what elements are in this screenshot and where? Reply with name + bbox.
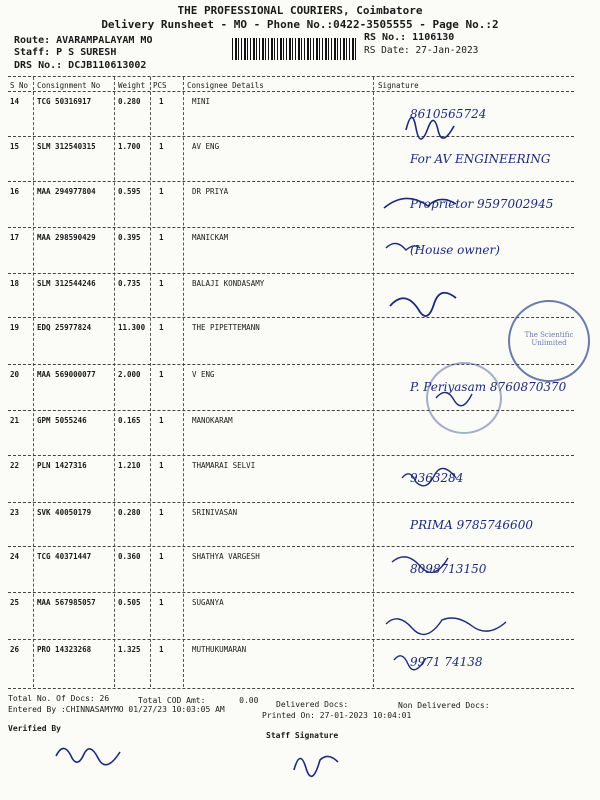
- signature-scribble: [392, 557, 448, 573]
- total-cod: Total COD Amt: 0.00: [138, 696, 259, 705]
- row-sno: 25: [10, 598, 20, 607]
- row-sno: 22: [10, 461, 20, 470]
- verified-by-label: Verified By: [8, 724, 61, 733]
- row-consignment-no: SLM 312540315: [37, 142, 96, 151]
- row-consignee: SRINIVASAN: [192, 508, 238, 517]
- row-pcs: 1: [159, 142, 164, 151]
- signature-scribble: [390, 293, 456, 316]
- row-consignment-no: PLN 1427316: [37, 461, 87, 470]
- row-consignment-no: TCG 40371447: [37, 552, 92, 561]
- row-consignee: THAMARAI SELVI: [192, 461, 256, 470]
- row-pcs: 1: [159, 552, 164, 561]
- row-pcs: 1: [159, 279, 164, 288]
- signature-scribble: [384, 198, 456, 208]
- verifier-signature: [50, 734, 140, 774]
- signature-scribble: [436, 392, 472, 405]
- row-sno: 20: [10, 370, 20, 379]
- drs-number: DRS No.: DCJB110613002: [14, 60, 147, 71]
- row-pcs: 1: [159, 461, 164, 470]
- row-pcs: 1: [159, 97, 164, 106]
- row-signature: Proprietor 9597002945: [410, 197, 554, 211]
- barcode: [232, 38, 358, 60]
- row-weight: 1.325: [118, 645, 141, 654]
- row-consignment-no: SLM 312544246: [37, 279, 96, 288]
- row-pcs: 1: [159, 508, 164, 517]
- signature-scribble: [406, 117, 454, 139]
- row-weight: 0.360: [118, 552, 141, 561]
- row-signature: 8098713150: [410, 562, 487, 576]
- row-consignment-no: MAA 298590429: [37, 233, 96, 242]
- row-sno: 19: [10, 323, 20, 332]
- row-weight: 0.280: [118, 508, 141, 517]
- staff-label: Staff: P S SURESH: [14, 47, 117, 58]
- row-consignment-no: TCG 50316917: [37, 97, 92, 106]
- row-signature: PRIMA 9785746600: [410, 518, 533, 532]
- row-consignee: AV ENG: [192, 142, 220, 151]
- row-consignment-no: EDQ 25977824: [37, 323, 92, 332]
- row-signature: 8610565724: [410, 107, 487, 121]
- row-pcs: 1: [159, 645, 164, 654]
- row-sno: 16: [10, 187, 20, 196]
- row-consignment-no: MAA 567985057: [37, 598, 96, 607]
- col-divider: [114, 77, 115, 687]
- runsheet-subtitle: Delivery Runsheet - MO - Phone No.:0422-3505555 - Page No.:2: [101, 18, 499, 31]
- row-consignee: BALAJI KONDASAMY: [192, 279, 265, 288]
- staff-signature-label: Staff Signature: [266, 731, 339, 740]
- row-weight: 2.000: [118, 370, 141, 379]
- row-sno: 17: [10, 233, 20, 242]
- delivered-docs: Delivered Docs:: [276, 700, 349, 709]
- row-consignee: MANOKARAM: [192, 416, 233, 425]
- row-weight: 0.505: [118, 598, 141, 607]
- total-docs: Total No. Of Docs: 26: [8, 694, 110, 703]
- row-sno: 23: [10, 508, 20, 517]
- col-header-sno: S No: [10, 81, 29, 90]
- row-consignee: SHATHYA VARGESH: [192, 552, 260, 561]
- rs-number: RS No.: 1106130: [364, 32, 455, 43]
- row-weight: 1.700: [118, 142, 141, 151]
- non-delivered-docs: Non Delivered Docs:: [398, 701, 490, 710]
- row-weight: 0.280: [118, 97, 141, 106]
- signature-scribble: [402, 468, 456, 485]
- table-top-rule: [8, 76, 574, 77]
- row-consignment-no: PRO 14323268: [37, 645, 92, 654]
- printed-on: Printed On: 27-01-2023 10:04:01: [262, 711, 412, 720]
- rs-date: RS Date: 27-Jan-2023: [364, 45, 479, 56]
- row-pcs: 1: [159, 370, 164, 379]
- row-consignment-no: MAA 294977804: [37, 187, 96, 196]
- row-signature: (House owner): [410, 243, 500, 257]
- col-header-consignment: Consignment No: [37, 81, 101, 90]
- row-pcs: 1: [159, 416, 164, 425]
- row-sno: 15: [10, 142, 20, 151]
- row-consignment-no: GPM 5055246: [37, 416, 87, 425]
- row-pcs: 1: [159, 187, 164, 196]
- company-title: THE PROFESSIONAL COURIERS, Coimbatore: [177, 4, 423, 17]
- row-signature: 9363284: [410, 471, 464, 485]
- row-weight: 0.595: [118, 187, 141, 196]
- row-consignment-no: MAA 569000077: [37, 370, 96, 379]
- row-consignee: MANICKAM: [192, 233, 229, 242]
- staff-signature: [288, 740, 348, 780]
- row-consignee: SUGANYA: [192, 598, 224, 607]
- row-sno: 26: [10, 645, 20, 654]
- col-divider: [33, 77, 34, 687]
- row-sno: 21: [10, 416, 20, 425]
- row-consignment-no: SVK 40050179: [37, 508, 92, 517]
- row-sno: 18: [10, 279, 20, 288]
- col-header-weight: Weight: [118, 81, 146, 90]
- col-header-consignee: Consignee Details: [187, 81, 264, 90]
- row-weight: 11.300: [118, 323, 146, 332]
- row-signature: P. Periyasam 8760870370: [410, 380, 567, 394]
- row-sno: 24: [10, 552, 20, 561]
- col-header-pcs: PCS: [153, 81, 167, 90]
- route-label: Route: AVARAMPALAYAM MO: [14, 35, 153, 46]
- row-weight: 0.395: [118, 233, 141, 242]
- table-header-rule: [8, 91, 574, 92]
- row-weight: 0.165: [118, 416, 141, 425]
- col-divider: [183, 77, 184, 687]
- handwritten-signatures: [376, 98, 576, 688]
- row-pcs: 1: [159, 598, 164, 607]
- signature-scribble: [386, 618, 506, 634]
- row-weight: 0.735: [118, 279, 141, 288]
- col-divider: [150, 77, 151, 687]
- company-seal-stamp: The Scientific Unlimited: [508, 300, 590, 382]
- table-bottom-rule: [8, 688, 574, 689]
- row-signature: For AV ENGINEERING: [410, 152, 551, 166]
- row-consignee: DR PRIYA: [192, 187, 229, 196]
- row-consignee: THE PIPETTEMANN: [192, 323, 260, 332]
- signature-scribble: [386, 243, 420, 250]
- row-pcs: 1: [159, 323, 164, 332]
- row-consignee: MUTHUKUMARAN: [192, 645, 247, 654]
- signature-scribble: [394, 656, 426, 670]
- col-divider: [373, 77, 374, 687]
- col-header-signature: Signature: [378, 81, 419, 90]
- entered-by: Entered By :CHINNASAMYMO 01/27/23 10:03:05 AM: [8, 705, 225, 714]
- row-consignee: V ENG: [192, 370, 215, 379]
- row-weight: 1.210: [118, 461, 141, 470]
- row-sno: 14: [10, 97, 20, 106]
- row-pcs: 1: [159, 233, 164, 242]
- row-signature: 9971 74138: [410, 655, 483, 669]
- row-consignee: MINI: [192, 97, 211, 106]
